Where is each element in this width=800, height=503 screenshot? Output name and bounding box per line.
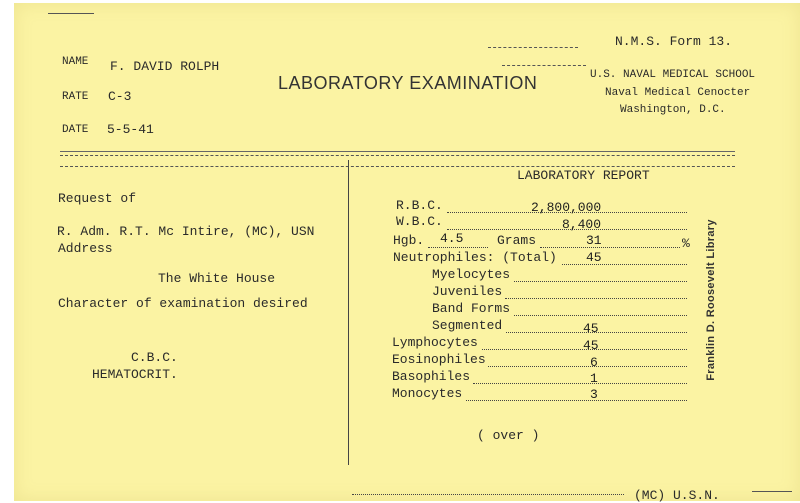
monocytes-dotted-line xyxy=(466,400,687,401)
hgb-value: 4.5 xyxy=(440,231,464,246)
percent-sign: % xyxy=(682,236,690,251)
name-value: F. DAVID ROLPH xyxy=(110,59,220,74)
character-label: Character of examination desired xyxy=(58,296,308,311)
school-name: U.S. NAVAL MEDICAL SCHOOL xyxy=(590,69,756,81)
grams-label: Grams xyxy=(497,233,537,248)
date-value: 5-5-41 xyxy=(107,122,154,137)
lymphocytes-label: Lymphocytes xyxy=(392,335,478,350)
school-subtitle: Naval Medical Cenocter xyxy=(605,87,751,99)
section-divider xyxy=(60,166,735,167)
requester: R. Adm. R.T. Mc Intire, (MC), USN xyxy=(57,224,315,239)
exam-item-cbc: C.B.C. xyxy=(131,350,178,365)
rate-value: C-3 xyxy=(108,89,132,104)
basophiles-label: Basophiles xyxy=(392,369,471,384)
header-rule xyxy=(502,65,586,66)
page-title: LABORATORY EXAMINATION xyxy=(278,73,538,93)
segmented-value: 45 xyxy=(583,321,599,336)
address-value: The White House xyxy=(158,271,276,286)
lymphocytes-value: 45 xyxy=(583,338,599,353)
eosinophiles-label: Eosinophiles xyxy=(392,352,486,367)
hgb-label: Hgb. xyxy=(393,233,425,248)
request-label: Request of xyxy=(58,191,137,206)
header-rule xyxy=(488,47,578,48)
wbc-label: W.B.C. xyxy=(396,214,443,229)
neutrophiles-label: Neutrophiles: (Total) xyxy=(393,250,557,265)
over-note: ( over ) xyxy=(477,428,540,443)
corner-mark xyxy=(48,13,94,14)
archive-stamp: Franklin D. Roosevelt Library xyxy=(705,219,717,381)
wbc-value: 8,400 xyxy=(562,217,602,232)
band-forms-dotted-line xyxy=(514,315,687,316)
basophiles-dotted-line xyxy=(473,383,687,384)
rbc-value: 2,800,000 xyxy=(531,200,602,215)
neutrophiles-value: 45 xyxy=(586,250,602,265)
juveniles-label: Juveniles xyxy=(432,284,503,299)
date-label: DATE xyxy=(62,124,89,136)
monocytes-label: Monocytes xyxy=(392,386,463,401)
column-divider xyxy=(348,160,349,465)
grams-value: 31 xyxy=(586,233,602,248)
juveniles-dotted-line xyxy=(505,298,687,299)
section-divider xyxy=(60,155,735,156)
report-heading: LABORATORY REPORT xyxy=(517,168,650,183)
hgb-dotted-line xyxy=(428,247,488,248)
neutrophiles-dotted-line xyxy=(562,264,687,265)
signature-line xyxy=(352,494,624,495)
myelocytes-dotted-line xyxy=(514,281,687,282)
section-divider xyxy=(60,151,735,152)
monocytes-value: 3 xyxy=(590,387,598,402)
signature-tail: (MC) U.S.N. xyxy=(634,488,720,503)
exam-item-hematocrit: HEMATOCRIT. xyxy=(92,367,178,382)
segmented-label: Segmented xyxy=(432,318,503,333)
myelocytes-label: Myelocytes xyxy=(432,267,511,282)
band-forms-label: Band Forms xyxy=(432,301,511,316)
rate-label: RATE xyxy=(62,91,89,103)
rbc-label: R.B.C. xyxy=(396,198,443,213)
grams-dotted-line xyxy=(540,247,680,248)
address-label: Address xyxy=(58,241,113,256)
form-number: N.M.S. Form 13. xyxy=(615,34,733,49)
name-label: NAME xyxy=(62,56,89,68)
eosinophiles-value: 6 xyxy=(590,355,598,370)
eosinophiles-dotted-line xyxy=(488,366,687,367)
basophiles-value: 1 xyxy=(590,371,598,386)
school-location: Washington, D.C. xyxy=(620,104,726,116)
bottom-corner-mark xyxy=(752,491,792,492)
